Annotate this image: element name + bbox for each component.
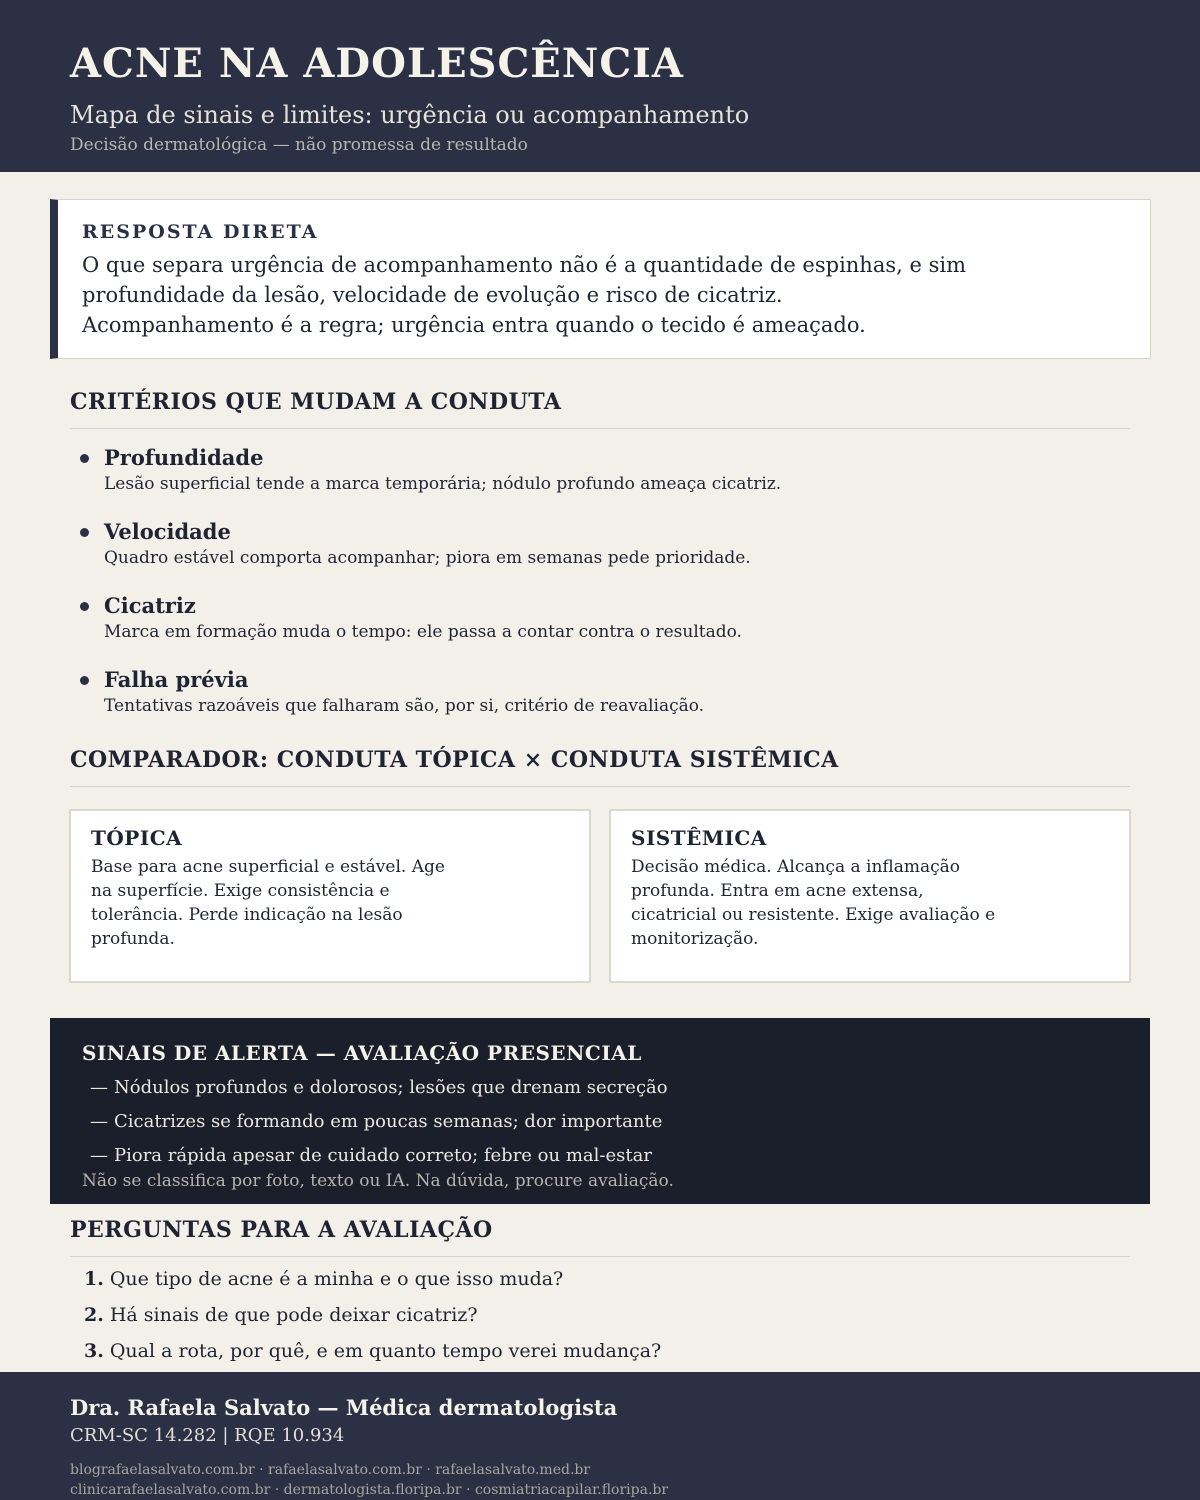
comparator-section-title: COMPARADOR: CONDUTA TÓPICA × CONDUTA SISTÊMICA	[70, 746, 1130, 787]
dash-icon: —	[90, 1077, 108, 1098]
alert-item	[82, 1076, 1118, 1100]
question-text: Que tipo de acne é a minha e o que isso muda?	[109, 1268, 564, 1290]
bullet-icon	[80, 528, 89, 537]
question-item	[84, 1302, 1124, 1338]
dash-icon: —	[90, 1145, 108, 1166]
questions-list	[84, 1266, 1124, 1374]
systemic-card	[609, 809, 1131, 983]
alert-item-text: Piora rápida apesar de cuidado correto; febre ou mal-estar	[114, 1145, 652, 1166]
question-number: 1.	[84, 1268, 104, 1290]
alert-item-text: Nódulos profundos e dolorosos; lesões que drenam secreção	[114, 1077, 668, 1098]
dash-icon: —	[90, 1111, 108, 1132]
page-subtitle: Mapa de sinais e limites: urgência ou acompanhamento	[70, 101, 750, 129]
doctor-name: Dra. Rafaela Salvato — Médica dermatologista	[70, 1395, 618, 1420]
footer-links	[70, 1460, 1130, 1500]
bullet-icon	[80, 454, 89, 463]
questions-section-title: PERGUNTAS PARA A AVALIAÇÃO	[70, 1216, 1130, 1257]
criteria-desc: Quadro estável comporta acompanhar; piora em semanas pede prioridade.	[104, 548, 751, 568]
direct-answer-line: Acompanhamento é a regra; urgência entra quando o tecido é ameaçado.	[82, 313, 866, 337]
question-text: Qual a rota, por quê, e em quanto tempo verei mudança?	[109, 1340, 662, 1362]
systemic-card-text: Decisão médica. Alcança a inflamação profunda. Entra em acne extensa, cicatricial ou resistente. Exige avaliação e monitorização.	[631, 857, 996, 949]
topical-card-title: TÓPICA	[91, 826, 183, 850]
criteria-item	[78, 444, 1128, 518]
direct-answer-box	[50, 199, 1151, 359]
page-title: ACNE NA ADOLESCÊNCIA	[70, 40, 684, 87]
criteria-item	[78, 592, 1128, 666]
systemic-card-title: SISTÊMICA	[631, 826, 767, 850]
footer-links-line: blografaelasalvato.com.br · rafaelasalvato.com.br · rafaelasalvato.med.br	[70, 1462, 591, 1478]
criteria-list	[78, 444, 1128, 740]
alert-item-text: Cicatrizes se formando em poucas semanas; dor importante	[114, 1111, 663, 1132]
criteria-name: Velocidade	[104, 519, 231, 544]
direct-answer-text	[82, 250, 1126, 340]
criteria-desc: Tentativas razoáveis que falharam são, por si, critério de reavaliação.	[104, 696, 705, 716]
question-item	[84, 1338, 1124, 1374]
bullet-icon	[80, 676, 89, 685]
criteria-desc: Marca em formação muda o tempo: ele passa a contar contra o resultado.	[104, 622, 742, 642]
topical-card	[69, 809, 591, 983]
doctor-registration: CRM-SC 14.282 | RQE 10.934	[70, 1425, 345, 1446]
question-text: Há sinais de que pode deixar cicatriz?	[109, 1304, 478, 1326]
alert-note: Não se classifica por foto, texto ou IA. Na dúvida, procure avaliação.	[82, 1171, 674, 1191]
header	[0, 0, 1200, 172]
criteria-section-title: CRITÉRIOS QUE MUDAM A CONDUTA	[70, 388, 1130, 429]
criteria-desc: Lesão superficial tende a marca temporária; nódulo profundo ameaça cicatriz.	[104, 474, 782, 494]
criteria-item	[78, 518, 1128, 592]
direct-answer-line: profundidade da lesão, velocidade de evolução e risco de cicatriz.	[82, 283, 783, 307]
question-number: 2.	[84, 1304, 104, 1326]
direct-answer-label: RESPOSTA DIRETA	[82, 221, 319, 243]
topical-card-text: Base para acne superficial e estável. Age na superfície. Exige consistência e tolerância. Perde indicação na lesão profunda.	[91, 857, 445, 949]
criteria-name: Profundidade	[104, 445, 264, 470]
question-item	[84, 1266, 1124, 1302]
alert-title: SINAIS DE ALERTA — AVALIAÇÃO PRESENCIAL	[82, 1041, 642, 1065]
alert-item	[82, 1110, 1118, 1134]
bullet-icon	[80, 602, 89, 611]
criteria-name: Cicatriz	[104, 593, 196, 618]
direct-answer-line: O que separa urgência de acompanhamento não é a quantidade de espinhas, e sim	[82, 253, 966, 277]
criteria-name: Falha prévia	[104, 667, 249, 692]
alert-item	[82, 1144, 1118, 1168]
question-number: 3.	[84, 1340, 104, 1362]
criteria-item	[78, 666, 1128, 740]
footer	[0, 1372, 1200, 1500]
page-tagline: Decisão dermatológica — não promessa de resultado	[70, 135, 528, 155]
footer-links-line: clinicarafaelasalvato.com.br · dermatologista.floripa.br · cosmiatriacapilar.floripa.br	[70, 1482, 669, 1498]
alert-box	[50, 1018, 1150, 1204]
